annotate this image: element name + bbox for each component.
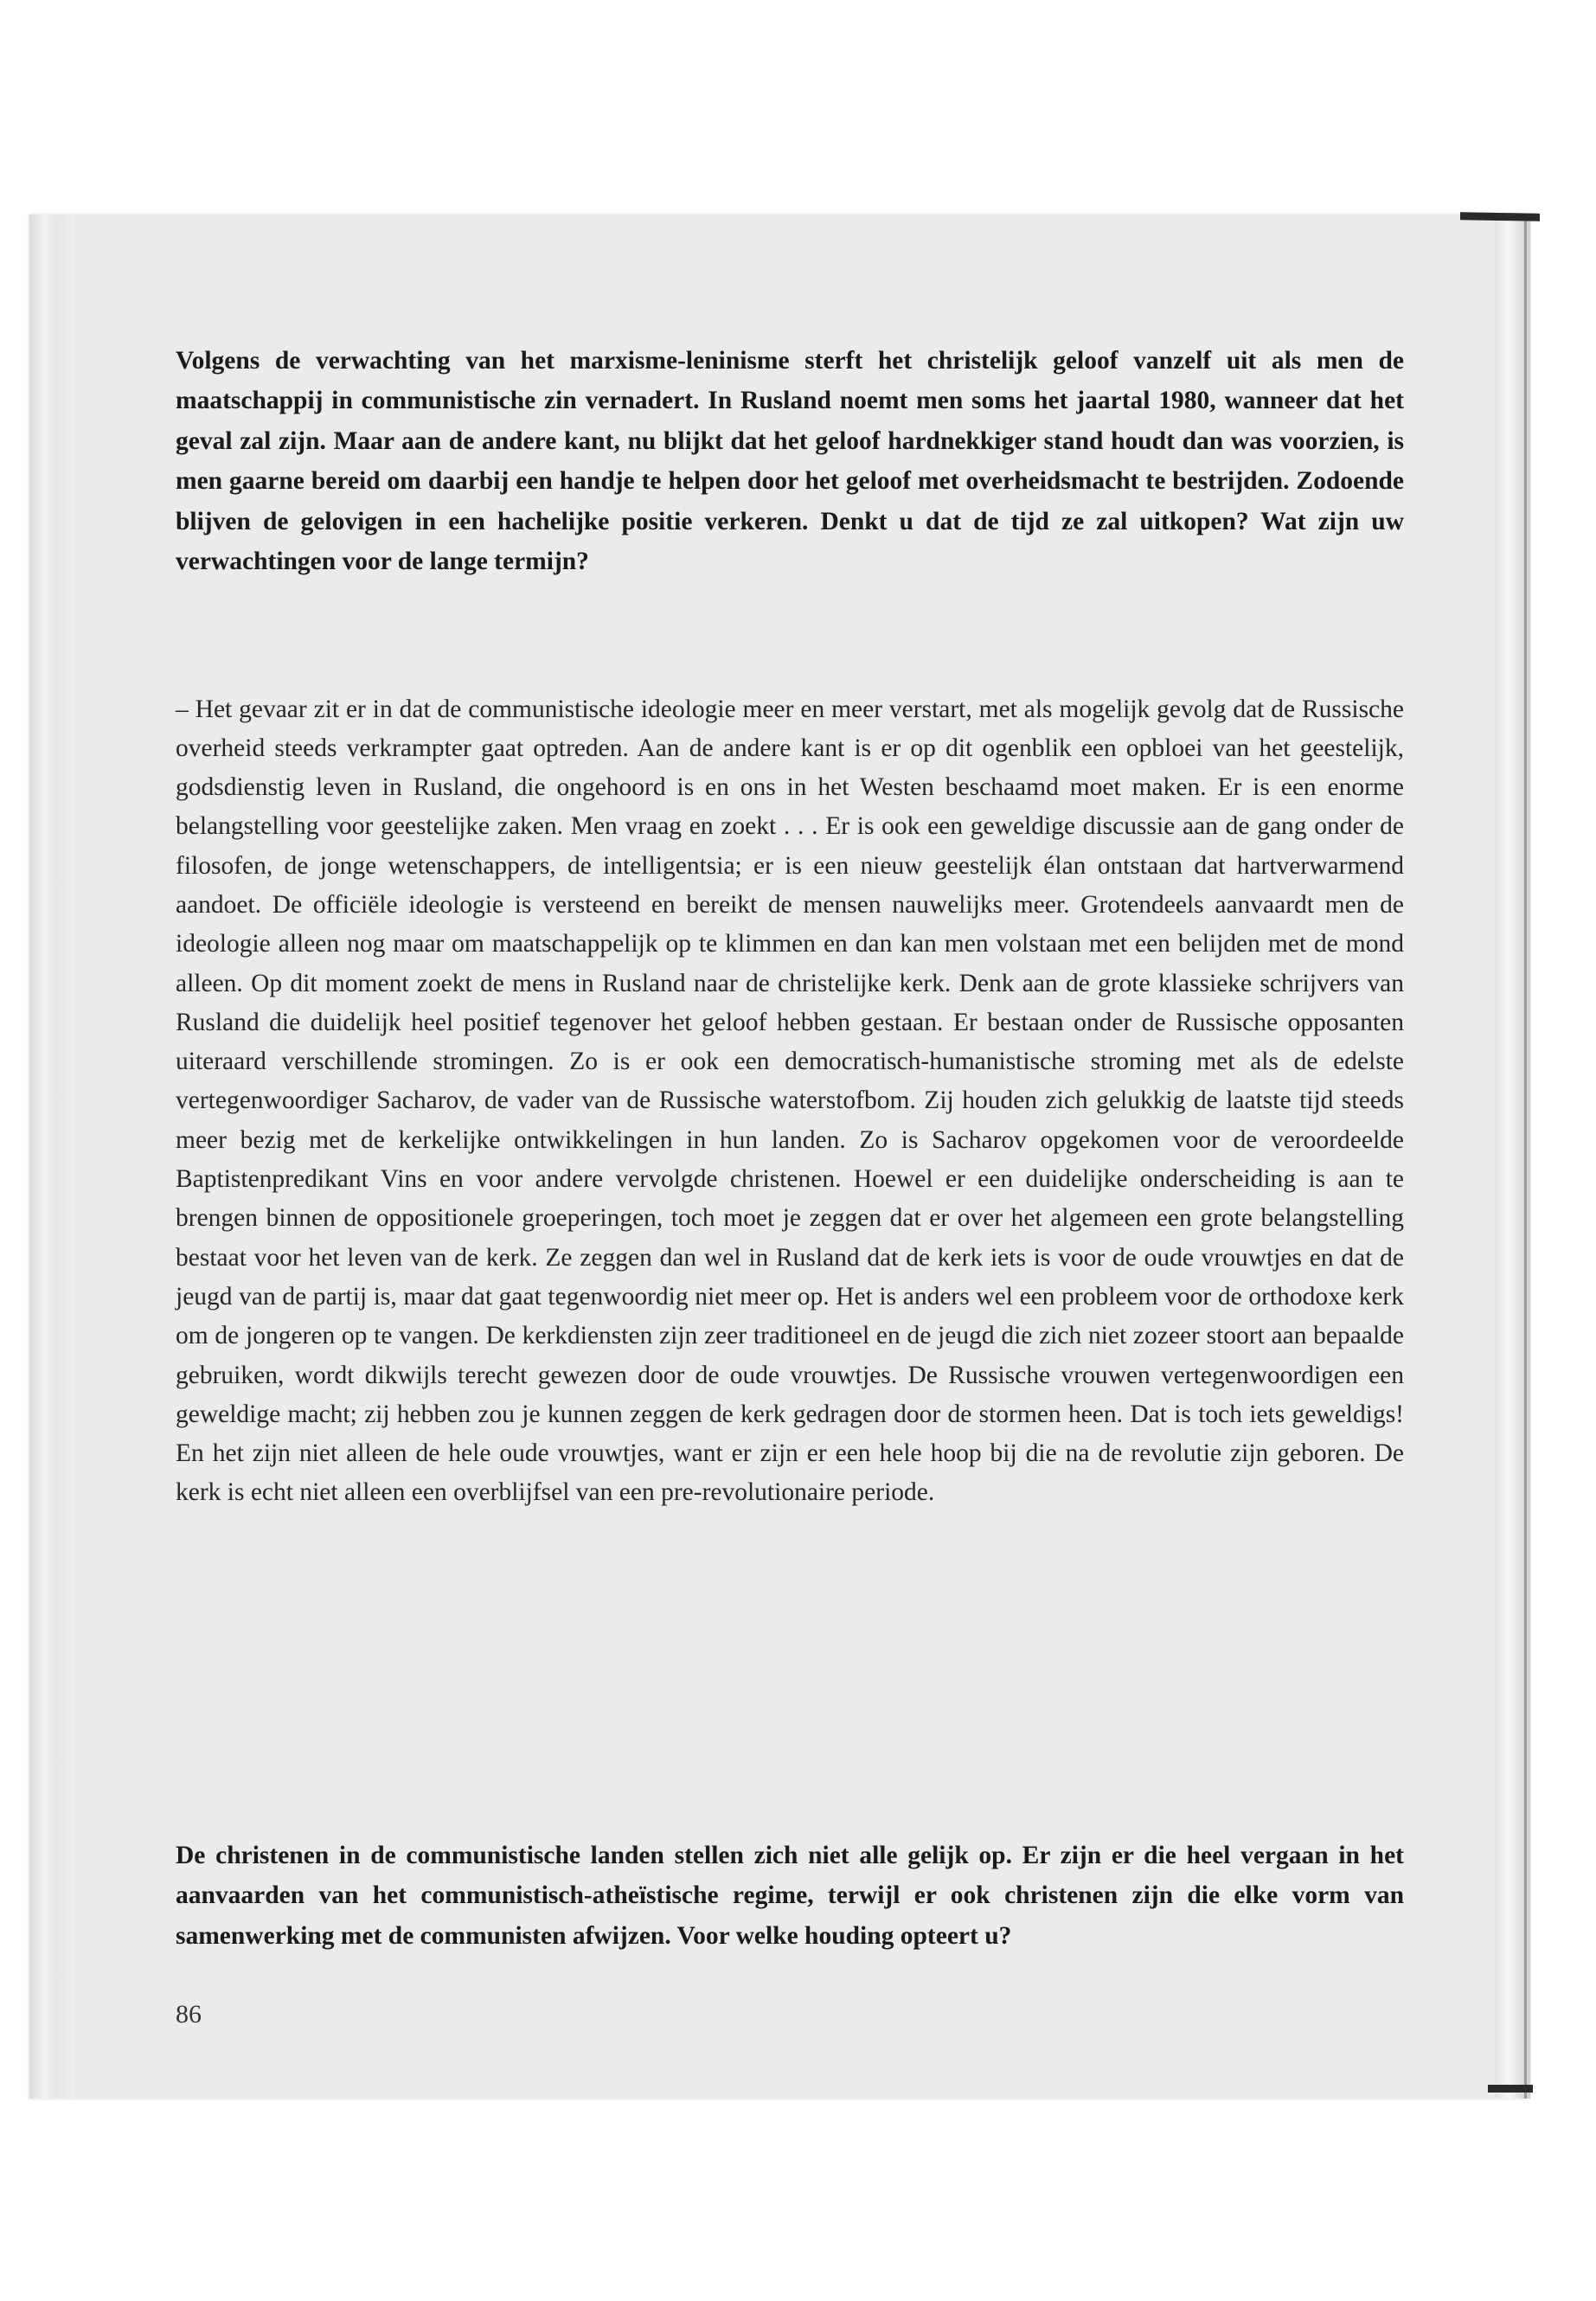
page-edge-mark-bottom bbox=[1488, 2085, 1533, 2093]
interview-question-2: De christenen in de communistische landen stellen zich niet alle gelijk op. Er zijn er die heel vergaan in het aanvaarden van het communistisch-atheïstische regime, terwijl er ook christenen zijn die elke vorm van samenwerking met de communisten afwijzen. Voor welke houding opteert u? bbox=[176, 1841, 1404, 1950]
page-edge-line bbox=[1524, 215, 1527, 2099]
page-edge-mark-top bbox=[1460, 212, 1540, 221]
page-gutter-left bbox=[29, 215, 74, 2099]
interview-question-1: Volgens de verwachting van het marxisme-leninisme sterft het christelijk geloof vanzelf uit als men de maatschappij in communistische zin vernadert. In Rusland noemt men soms het jaartal 1980, wanneer dat het geval zal zijn. Maar aan de andere kant, nu blijkt dat het geloof hardnekkiger stand houdt dan was voorzien, is men gaarne bereid om daarbij een handje te helpen door het geloof met overheidsmacht te bestrijden. Zodoende blijven de gelovigen in een hachelijke positie verkeren. Denkt u dat de tijd ze zal uitkopen? Wat zijn uw verwachtingen voor de lange termijn? bbox=[176, 346, 1404, 575]
interview-answer-1: – Het gevaar zit er in dat de communistische ideologie meer en meer verstart, met als mogelijk gevolg dat de Russische overheid steeds verkrampter gaat optreden. Aan de andere kant is er op dit ogenblik een opbloei van het geestelijk, godsdienstig leven in Rusland, die ongehoord is en ons in het Westen beschaamd moet maken. Er is een enorme belangstelling voor geestelijke zaken. Men vraag en zoekt . . . Er is ook een geweldige discussie aan de gang onder de filosofen, de jonge wetenschappers, de intelligentsia; er is een nieuw geestelijk élan ontstaan dat hartverwarmend aandoet. De officiële ideologie is versteend en bereikt de mensen nauwelijks meer. Grotendeels aanvaardt men de ideologie alleen nog maar om maatschappelijk op te klimmen en dan kan men volstaan met een belijden met de mond alleen. Op dit moment zoekt de mens in Rusland naar de christelijke kerk. Denk aan de grote klassieke schrijvers van Rusland die duidelijk heel positief tegenover het geloof hebben gestaan. Er bestaan onder de Russische opposanten uiteraard verschillende stromingen. Zo is er ook een democratisch-humanistische stroming met als de edelste vertegenwoordiger Sacharov, de vader van de Russische waterstofbom. Zij houden zich gelukkig de laatste tijd steeds meer bezig met de kerkelijke ontwikkelingen in hun landen. Zo is Sacharov opgekomen voor de veroordeelde Baptistenpredikant Vins en voor andere vervolgde christenen. Hoewel er een duidelijke onderscheiding is aan te brengen binnen de oppositionele groeperingen, toch moet je zeggen dat er over het algemeen een grote belangstelling bestaat voor het leven van de kerk. Ze zeggen dan wel in Rusland dat de kerk iets is voor de oude vrouwtjes en dat de jeugd van de partij is, maar dat gaat tegenwoordig niet meer op. Het is anders wel een probleem voor de orthodoxe kerk om de jongeren op te vangen. De kerkdiensten zijn zeer traditioneel en de jeugd die zich niet zozeer stoort aan bepaalde gebruiken, wordt dikwijls terecht gewezen door de oude vrouwtjes. De Russische vrouwen vertegenwoordigen een geweldige macht; zij hebben zou je kunnen zeggen de kerk gedragen door de stormen heen. Dat is toch iets geweldigs! En het zijn niet alleen de hele oude vrouwtjes, want er zijn er een hele hoop bij die na de revolutie zijn geboren. De kerk is echt niet alleen een overblijfsel van een pre-revolutionaire periode. bbox=[176, 695, 1404, 1507]
page-number: 86 bbox=[176, 2000, 202, 2029]
